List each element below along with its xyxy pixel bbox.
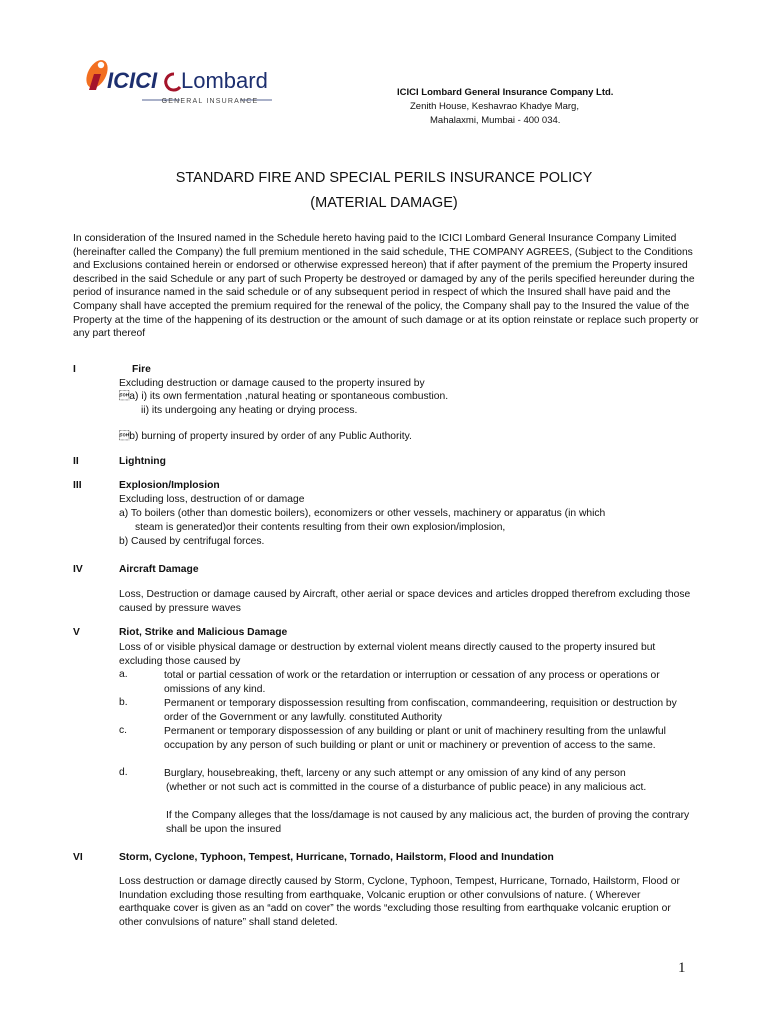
icici-lombard-logo-graphic [80,52,280,110]
riot-item-label: d. [119,767,128,778]
section-heading-riot: Riot, Strike and Malicious Damage [119,627,288,638]
fire-item-b: b) burning of property insured by order of any Public Authority. [119,431,412,442]
section-number-explosion: III [73,480,82,491]
section-heading-explosion: Explosion/Implosion [119,480,220,491]
logo-tagline: GENERAL INSURANCE [161,98,259,105]
section-number-lightning: II [73,456,79,467]
explosion-lead: Excluding loss, destruction of or damage [119,494,305,505]
section-number-aircraft: IV [73,564,83,575]
section-number-riot: V [73,627,80,638]
explosion-item-a-line2: steam is generated)or their contents resulting from their own explosion/implosion, [135,522,506,533]
logo-lombard-text: Lombard [181,68,268,93]
riot-item-text: Burglary, housebreaking, theft, larceny or any such attempt or any omission of any kind of any person [164,768,626,779]
riot-item-label: a. [119,669,128,680]
riot-item-text-cont: (whether or not such act is committed in the course of a disturbance of public peace) in any malicious act. [166,782,647,793]
page-number: 1 [678,960,686,976]
fire-item-a-i: a) i) its own fermentation ,natural heating or spontaneous combustion. [119,391,449,402]
policy-title: STANDARD FIRE AND SPECIAL PERILS INSURANCE POLICY [175,170,593,186]
icici-lombard-logo [80,52,280,110]
riot-item-text: Permanent or temporary dispossession resulting from confiscation, commandeering, requisition or destruction by order of the Government or any lawfully. constituted Authority [164,698,677,723]
riot-item-text: total or partial cessation of work or the retardation or interruption or cessation of any process or operations or omissions of any kind. [164,670,660,695]
section-heading-storm: Storm, Cyclone, Typhoon, Tempest, Hurricane, Tornado, Hailstorm, Flood and Inundation [119,852,554,863]
intro-paragraph: In consideration of the Insured named in the Schedule hereto having paid to the ICICI Lombard General Insurance Company Limited (hereinafter called the Company) the full premium mentioned in the said schedule, THE COMPANY AGREES, (Subject to the Conditions and Exclusions contained herein or endorsed or otherwise expressed hereon) that if after payment of the premium the Property insured described in the said Schedule or any part of such Property be destroyed or damaged by any of the perils specified hereunder during the period of insurance named in the said schedule or of any subsequent period in respect of which the Insured shall have paid and the Company shall have accepted the premium required for the renewal of the policy, the Company shall pay to the Insured the value of the Property at the time of the happening of its destruction or the amount of such damage or at its option reinstate or replace such property or any part thereof [73,233,699,340]
policy-subtitle: (MATERIAL DAMAGE) [310,195,458,211]
riot-lead: Loss of or visible physical damage or destruction by external violent means directly caused to the property insured but excluding those caused by [119,642,656,667]
explosion-item-a-line1: a) To boilers (other than domestic boilers), economizers or other vessels, machinery or apparatus (in which [119,508,606,519]
fire-lead: Excluding destruction or damage caused to the property insured by [119,378,425,389]
riot-note: If the Company alleges that the loss/damage is not caused by any malicious act, the burden of proving the contrary shall be upon the insured [166,810,690,835]
section-heading-aircraft: Aircraft Damage [119,564,199,575]
section-number-fire: I [73,364,76,375]
company-name: ICICI Lombard General Insurance Company Ltd. [397,87,614,98]
aircraft-body: Loss, Destruction or damage caused by Aircraft, other aerial or space devices and articles dropped therefrom excluding those caused by pressure waves [119,589,691,614]
logo-icici-text: ICICI [107,68,158,93]
company-address-line1: Zenith House, Keshavrao Khadye Marg, [410,101,579,112]
riot-item-label: b. [119,697,128,708]
fire-item-a-ii: ii) its undergoing any heating or drying process. [141,405,358,416]
riot-item-label: c. [119,725,128,736]
riot-item-text: Permanent or temporary dispossession of any building or plant or unit of machinery resulting from the unlawful occupation by any person of such building or plant or unit or machinery or prevention of access to the same. [164,726,666,751]
company-address-line2: Mahalaxmi, Mumbai - 400 034. [430,115,561,126]
section-heading-lightning: Lightning [119,456,166,467]
section-heading-fire: Fire [132,364,151,375]
explosion-item-b: b) Caused by centrifugal forces. [119,536,265,547]
storm-body: Loss destruction or damage directly caused by Storm, Cyclone, Typhoon, Tempest, Hurricane, Tornado, Hailstorm, Flood or Inundation excluding those resulting from earthquake, Volcanic eruption or other convulsions of nature. ( Wherever earthquake cover is given as an “add on cover” the words “excluding those resulting from earthquake volcanic eruption or other convulsions of nature” shall stand deleted. [119,876,680,928]
section-number-storm: VI [73,852,83,863]
